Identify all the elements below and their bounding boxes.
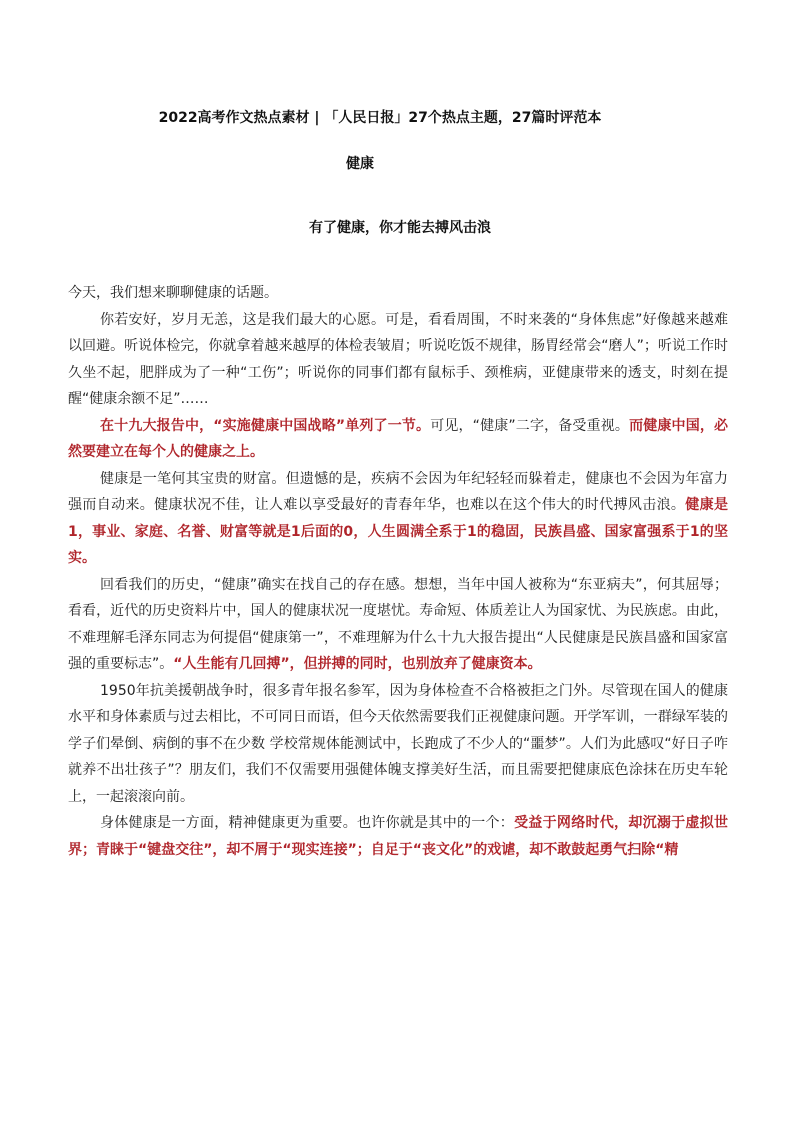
body-paragraph [68,280,728,307]
paragraph-text: 健康是一笔何其宝贵的财富。但遗憾的是，疾病不会因为年纪轻轻而躲着走，健康也不会因为年富力强而自动来。健康状况不佳，让人难以享受最好的青春年华，也难以在这个伟大的时代搏风击浪。 [68,470,728,513]
body-paragraph [68,466,728,572]
body-paragraph [68,810,728,863]
highlighted-text: 而健康中国，必然要建立在每个人的健康之上。 [68,417,729,460]
article-body [68,280,728,863]
document-header-title: 2022高考作文热点素材 | 「人民日报」27个热点主题，27篇时评范本 [158,110,602,126]
paragraph-text: 回看我们的历史，“健康”确实在找自己的存在感。想想，当年中国人被称为“东亚病夫”，何其屈辱；看看，近代的历史资料片中，国人的健康状况一度堪忧。寿命短、体质差让人为国家忧、为民族虑。由此，不难理解毛泽东同志为何提倡“健康第一”，不难理解为什么十九大报告提出“人民健康是民族昌盛和国家富强的重要标志”。 [68,576,728,672]
paragraph-text: 可见，“健康”二字，备受重视。 [430,417,630,434]
paragraph-text: 你若安好，岁月无恙，这是我们最大的心愿。可是，看看周围，不时来袭的“身体焦虑”好像越来越难以回避。听说体检完，你就拿着越来越厚的体检表皱眉；听说吃饭不规律，肠胃经常会“磨人”；听说工作时久坐不起，肥胖成为了一种“工伤”；听说你的同事们都有鼠标手、颈椎病，亚健康带来的透支，时刻在提醒“健康余额不足”…… [68,311,728,407]
paragraph-text: 身体健康是一方面，精神健康更为重要。也许你就是其中的一个： [100,815,515,831]
body-paragraph [68,307,728,413]
highlighted-text: 在十九大报告中，“实施健康中国战略”单列了一节。 [100,417,431,434]
highlighted-text: 受益于网络时代，却沉溺于虚拟世界；青睐于“键盘交往”，却不屑于“现实连接”；自足于“丧文化”的戏谑，却不敢鼓起勇气扫除“精 [68,815,728,858]
article-title: 有了健康，你才能去搏风击浪 [309,220,491,236]
paragraph-text: 今天，我们想来聊聊健康的话题。 [68,285,278,301]
section-title: 健康 [346,156,374,172]
paragraph-text: 1950年抗美援朝战争时，很多青年报名参军，因为身体检查不合格被拒之门外。尽管现在国人的健康水平和身体素质与过去相比，不可同日而语，但今天依然需要我们正视健康问题。开学军训，一群绿军装的学子们晕倒、病倒的事不在少数 学校常规体能测试中，长跑成了不少人的“噩梦”。人们为此感叹“好日子咋就养不出壮孩子”？朋友们，我们不仅需要用强健体魄支撑美好生活，而且需要把健康底色涂抹在历史车轮上，一起滚滚向前。 [68,682,728,805]
body-paragraph [68,572,728,678]
body-paragraph [68,678,728,811]
highlighted-text: 健康是1，事业、家庭、名誉、财富等就是1后面的0，人生圆满全系于1的稳固，民族昌盛、国家富强系于1的坚实。 [68,497,729,566]
body-paragraph [68,413,728,466]
highlighted-text: “人生能有几回搏”，但拼搏的同时，也别放弃了健康资本。 [173,656,542,672]
